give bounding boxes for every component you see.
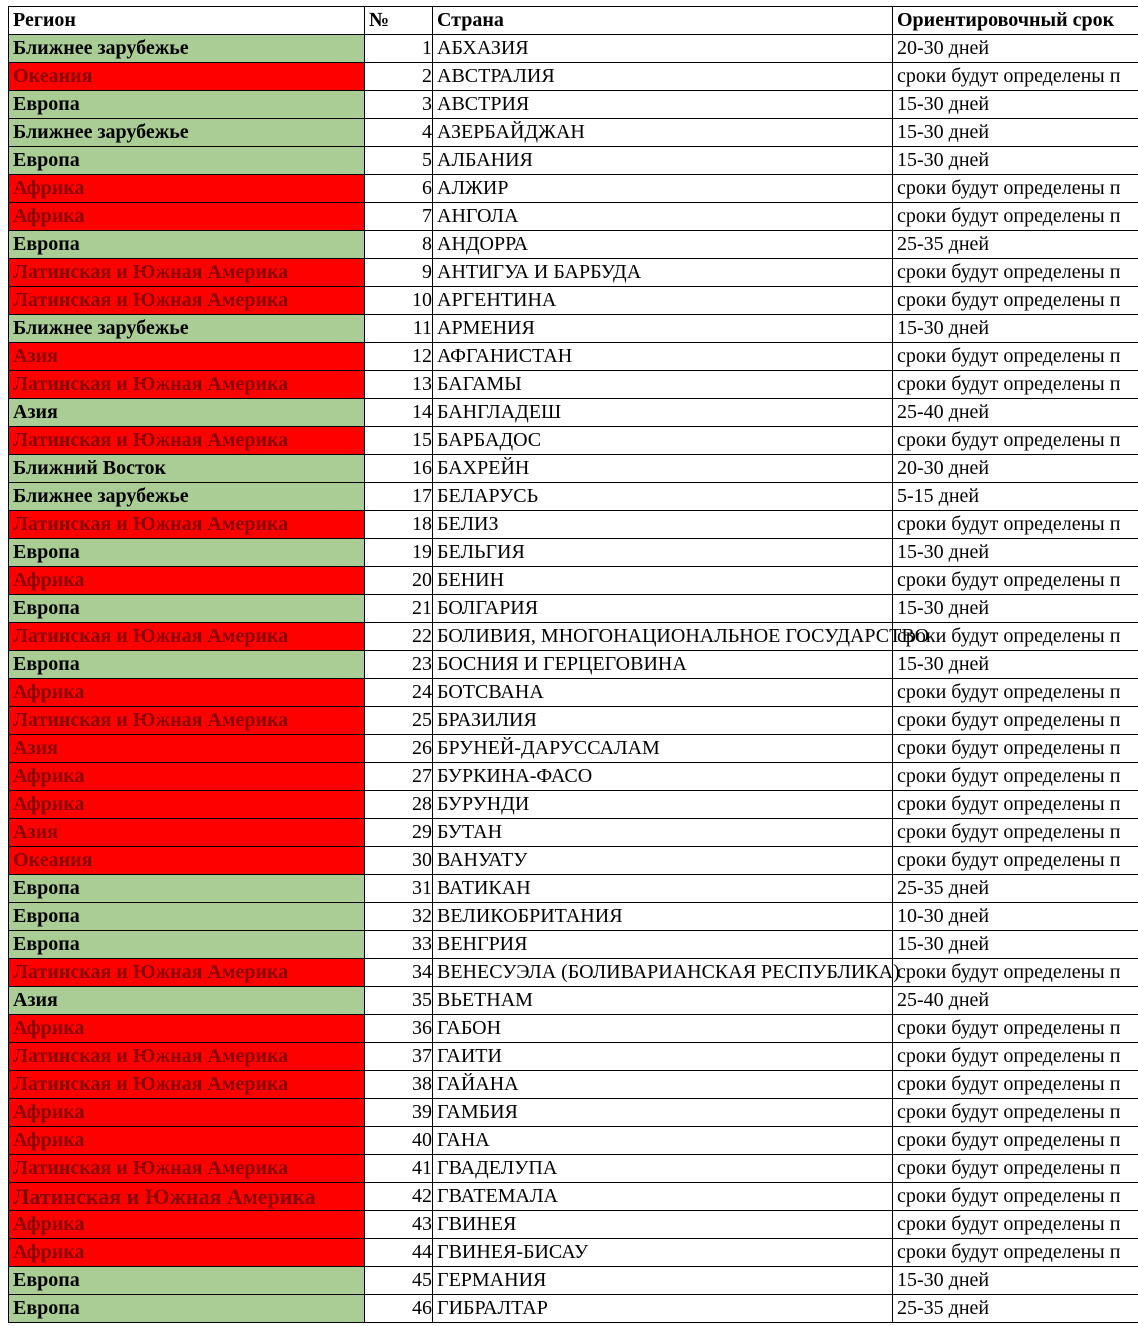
term-cell[interactable]: сроки будут определены п bbox=[893, 1155, 1138, 1183]
table-row bbox=[9, 539, 1138, 567]
term-cell[interactable]: 5-15 дней bbox=[893, 483, 1138, 511]
header-row bbox=[9, 7, 1138, 35]
region-cell[interactable]: Ближнее зарубежье bbox=[9, 119, 365, 147]
number-cell[interactable]: 4 bbox=[365, 119, 433, 147]
number-cell[interactable]: 23 bbox=[365, 651, 433, 679]
number-cell[interactable]: 31 bbox=[365, 875, 433, 903]
country-cell[interactable]: ГВИНЕЯ-БИСАУ bbox=[433, 1239, 893, 1267]
table-row bbox=[9, 1071, 1138, 1099]
number-cell[interactable]: 29 bbox=[365, 819, 433, 847]
term-cell[interactable]: 15-30 дней bbox=[893, 651, 1138, 679]
region-cell[interactable]: Африка bbox=[9, 679, 365, 707]
region-cell[interactable]: Океания bbox=[9, 63, 365, 91]
region-cell[interactable]: Латинская и Южная Америка bbox=[9, 259, 365, 287]
term-cell[interactable]: сроки будут определены п bbox=[893, 819, 1138, 847]
region-cell[interactable]: Азия bbox=[9, 343, 365, 371]
number-cell[interactable]: 18 bbox=[365, 511, 433, 539]
country-cell[interactable]: БАНГЛАДЕШ bbox=[433, 399, 893, 427]
term-cell[interactable]: 10-30 дней bbox=[893, 903, 1138, 931]
table-row bbox=[9, 763, 1138, 791]
table-row bbox=[9, 427, 1138, 455]
term-cell[interactable]: 15-30 дней bbox=[893, 595, 1138, 623]
table-row bbox=[9, 203, 1138, 231]
region-cell[interactable]: Европа bbox=[9, 539, 365, 567]
region-cell[interactable]: Азия bbox=[9, 987, 365, 1015]
term-cell[interactable]: сроки будут определены п bbox=[893, 791, 1138, 819]
country-cell[interactable]: АВСТРИЯ bbox=[433, 91, 893, 119]
region-cell[interactable]: Ближнее зарубежье bbox=[9, 483, 365, 511]
term-cell[interactable]: 15-30 дней bbox=[893, 147, 1138, 175]
table-row bbox=[9, 511, 1138, 539]
number-cell[interactable]: 37 bbox=[365, 1043, 433, 1071]
country-cell[interactable]: ВАТИКАН bbox=[433, 875, 893, 903]
table-row bbox=[9, 1183, 1138, 1211]
number-cell[interactable]: 30 bbox=[365, 847, 433, 875]
table-row bbox=[9, 1155, 1138, 1183]
region-cell[interactable]: Европа bbox=[9, 1295, 365, 1323]
table-row bbox=[9, 791, 1138, 819]
country-cell[interactable]: ВЕНЕСУЭЛА (БОЛИВАРИАНСКАЯ РЕСПУБЛИКА) bbox=[433, 959, 893, 987]
region-cell[interactable]: Ближний Восток bbox=[9, 455, 365, 483]
table-row bbox=[9, 819, 1138, 847]
region-cell[interactable]: Африка bbox=[9, 1239, 365, 1267]
number-cell[interactable]: 27 bbox=[365, 763, 433, 791]
country-cell[interactable]: БРАЗИЛИЯ bbox=[433, 707, 893, 735]
table-row bbox=[9, 595, 1138, 623]
country-cell[interactable]: ГВАТЕМАЛА bbox=[433, 1183, 893, 1211]
table-row bbox=[9, 63, 1138, 91]
table-row bbox=[9, 343, 1138, 371]
country-cell[interactable]: БАХРЕЙН bbox=[433, 455, 893, 483]
table-row bbox=[9, 119, 1138, 147]
table-row bbox=[9, 847, 1138, 875]
table-row bbox=[9, 623, 1138, 651]
region-cell[interactable]: Африка bbox=[9, 175, 365, 203]
region-cell[interactable]: Европа bbox=[9, 931, 365, 959]
country-cell[interactable]: БОЛИВИЯ, МНОГОНАЦИОНАЛЬНОЕ ГОСУДАРСТВО bbox=[433, 623, 893, 651]
term-cell[interactable]: 25-35 дней bbox=[893, 875, 1138, 903]
table-row bbox=[9, 1015, 1138, 1043]
country-cell[interactable]: БОСНИЯ И ГЕРЦЕГОВИНА bbox=[433, 651, 893, 679]
header-country[interactable]: Страна bbox=[433, 7, 893, 35]
table-row bbox=[9, 875, 1138, 903]
table-row bbox=[9, 1295, 1138, 1323]
table-row bbox=[9, 903, 1138, 931]
region-cell[interactable]: Африка bbox=[9, 791, 365, 819]
table-row bbox=[9, 735, 1138, 763]
term-cell[interactable]: сроки будут определены п bbox=[893, 763, 1138, 791]
country-cell[interactable]: БУРУНДИ bbox=[433, 791, 893, 819]
region-cell[interactable]: Азия bbox=[9, 819, 365, 847]
table-row bbox=[9, 315, 1138, 343]
country-cell[interactable]: ГАИТИ bbox=[433, 1043, 893, 1071]
region-cell[interactable]: Европа bbox=[9, 231, 365, 259]
term-cell[interactable]: сроки будут определены п bbox=[893, 427, 1138, 455]
table-row bbox=[9, 1239, 1138, 1267]
number-cell[interactable]: 11 bbox=[365, 315, 433, 343]
region-cell[interactable]: Европа bbox=[9, 595, 365, 623]
number-cell[interactable]: 13 bbox=[365, 371, 433, 399]
number-cell[interactable]: 20 bbox=[365, 567, 433, 595]
term-cell[interactable]: 20-30 дней bbox=[893, 35, 1138, 63]
table-row bbox=[9, 483, 1138, 511]
number-cell[interactable]: 41 bbox=[365, 1155, 433, 1183]
number-cell[interactable]: 43 bbox=[365, 1211, 433, 1239]
number-cell[interactable]: 40 bbox=[365, 1127, 433, 1155]
country-cell[interactable]: АЗЕРБАЙДЖАН bbox=[433, 119, 893, 147]
header-num[interactable]: № bbox=[365, 7, 433, 35]
number-cell[interactable]: 10 bbox=[365, 287, 433, 315]
table-row bbox=[9, 567, 1138, 595]
country-cell[interactable]: АВСТРАЛИЯ bbox=[433, 63, 893, 91]
country-cell[interactable]: БАГАМЫ bbox=[433, 371, 893, 399]
country-cell[interactable]: БЕНИН bbox=[433, 567, 893, 595]
country-cell[interactable]: БОТСВАНА bbox=[433, 679, 893, 707]
country-cell[interactable]: БЕЛЬГИЯ bbox=[433, 539, 893, 567]
region-cell[interactable]: Европа bbox=[9, 91, 365, 119]
region-cell[interactable]: Латинская и Южная Америка bbox=[9, 371, 365, 399]
country-cell[interactable]: ГАБОН bbox=[433, 1015, 893, 1043]
country-cell[interactable]: ВЕЛИКОБРИТАНИЯ bbox=[433, 903, 893, 931]
region-cell[interactable]: Африка bbox=[9, 763, 365, 791]
table-row bbox=[9, 175, 1138, 203]
number-cell[interactable]: 42 bbox=[365, 1183, 433, 1211]
term-cell[interactable]: сроки будут определены п bbox=[893, 1183, 1138, 1211]
header-term[interactable]: Ориентировочный срок bbox=[893, 7, 1138, 35]
table-row bbox=[9, 931, 1138, 959]
number-cell[interactable]: 5 bbox=[365, 147, 433, 175]
term-cell[interactable]: сроки будут определены п bbox=[893, 1071, 1138, 1099]
country-cell[interactable]: АНТИГУА И БАРБУДА bbox=[433, 259, 893, 287]
term-cell[interactable]: 20-30 дней bbox=[893, 455, 1138, 483]
region-cell[interactable]: Азия bbox=[9, 735, 365, 763]
region-cell[interactable]: Латинская и Южная Америка bbox=[9, 959, 365, 987]
table-row bbox=[9, 987, 1138, 1015]
table-row bbox=[9, 259, 1138, 287]
region-cell[interactable]: Европа bbox=[9, 903, 365, 931]
number-cell[interactable]: 2 bbox=[365, 63, 433, 91]
table-row bbox=[9, 231, 1138, 259]
country-cell[interactable]: БОЛГАРИЯ bbox=[433, 595, 893, 623]
term-cell[interactable]: сроки будут определены п bbox=[893, 175, 1138, 203]
term-cell[interactable]: 15-30 дней bbox=[893, 1267, 1138, 1295]
country-cell[interactable]: БУРКИНА-ФАСО bbox=[433, 763, 893, 791]
table-body bbox=[9, 35, 1138, 1323]
number-cell[interactable]: 14 bbox=[365, 399, 433, 427]
country-cell[interactable]: ГАЙАНА bbox=[433, 1071, 893, 1099]
term-cell[interactable]: сроки будут определены п bbox=[893, 371, 1138, 399]
country-cell[interactable]: АБХАЗИЯ bbox=[433, 35, 893, 63]
number-cell[interactable]: 44 bbox=[365, 1239, 433, 1267]
region-cell[interactable]: Латинская и Южная Америка bbox=[9, 287, 365, 315]
number-cell[interactable]: 33 bbox=[365, 931, 433, 959]
term-cell[interactable]: 15-30 дней bbox=[893, 931, 1138, 959]
table-row bbox=[9, 1099, 1138, 1127]
table-row bbox=[9, 35, 1138, 63]
country-cell[interactable]: БАРБАДОС bbox=[433, 427, 893, 455]
term-cell[interactable]: сроки будут определены п bbox=[893, 847, 1138, 875]
region-cell[interactable]: Латинская и Южная Америка bbox=[9, 1043, 365, 1071]
number-cell[interactable]: 6 bbox=[365, 175, 433, 203]
region-cell[interactable]: Африка bbox=[9, 203, 365, 231]
number-cell[interactable]: 16 bbox=[365, 455, 433, 483]
table-row bbox=[9, 651, 1138, 679]
term-cell[interactable]: 15-30 дней bbox=[893, 539, 1138, 567]
country-cell[interactable]: БРУНЕЙ-ДАРУССАЛАМ bbox=[433, 735, 893, 763]
term-cell[interactable]: 25-35 дней bbox=[893, 1295, 1138, 1323]
term-cell[interactable]: сроки будут определены п bbox=[893, 287, 1138, 315]
region-cell[interactable]: Африка bbox=[9, 1099, 365, 1127]
number-cell[interactable]: 32 bbox=[365, 903, 433, 931]
term-cell[interactable]: 15-30 дней bbox=[893, 91, 1138, 119]
country-cell[interactable]: ГИБРАЛТАР bbox=[433, 1295, 893, 1323]
region-cell[interactable]: Африка bbox=[9, 567, 365, 595]
region-cell[interactable]: Латинская и Южная Америка bbox=[9, 427, 365, 455]
region-cell[interactable]: Африка bbox=[9, 1015, 365, 1043]
term-cell[interactable]: 25-40 дней bbox=[893, 399, 1138, 427]
term-cell[interactable]: сроки будут определены п bbox=[893, 959, 1138, 987]
term-cell[interactable]: 15-30 дней bbox=[893, 315, 1138, 343]
header-region[interactable]: Регион bbox=[9, 7, 365, 35]
table-row bbox=[9, 287, 1138, 315]
number-cell[interactable]: 22 bbox=[365, 623, 433, 651]
country-cell[interactable]: БУТАН bbox=[433, 819, 893, 847]
term-cell[interactable]: сроки будут определены п bbox=[893, 1127, 1138, 1155]
number-cell[interactable]: 26 bbox=[365, 735, 433, 763]
number-cell[interactable]: 12 bbox=[365, 343, 433, 371]
region-cell[interactable]: Азия bbox=[9, 399, 365, 427]
country-cell[interactable]: АНДОРРА bbox=[433, 231, 893, 259]
country-cell[interactable]: ГАНА bbox=[433, 1127, 893, 1155]
countries-table bbox=[8, 6, 1138, 1323]
region-cell[interactable]: Европа bbox=[9, 651, 365, 679]
term-cell[interactable]: сроки будут определены п bbox=[893, 343, 1138, 371]
region-cell[interactable]: Латинская и Южная Америка bbox=[9, 623, 365, 651]
number-cell[interactable]: 25 bbox=[365, 707, 433, 735]
region-cell[interactable]: Ближнее зарубежье bbox=[9, 315, 365, 343]
country-cell[interactable]: БЕЛАРУСЬ bbox=[433, 483, 893, 511]
term-cell[interactable]: сроки будут определены п bbox=[893, 1099, 1138, 1127]
number-cell[interactable]: 39 bbox=[365, 1099, 433, 1127]
country-cell[interactable]: АФГАНИСТАН bbox=[433, 343, 893, 371]
country-cell[interactable]: АРГЕНТИНА bbox=[433, 287, 893, 315]
term-cell[interactable]: сроки будут определены п bbox=[893, 511, 1138, 539]
term-cell[interactable]: 25-35 дней bbox=[893, 231, 1138, 259]
term-cell[interactable]: сроки будут определены п bbox=[893, 1211, 1138, 1239]
number-cell[interactable]: 24 bbox=[365, 679, 433, 707]
country-cell[interactable]: БЕЛИЗ bbox=[433, 511, 893, 539]
number-cell[interactable]: 17 bbox=[365, 483, 433, 511]
number-cell[interactable]: 21 bbox=[365, 595, 433, 623]
country-cell[interactable]: АЛБАНИЯ bbox=[433, 147, 893, 175]
number-cell[interactable]: 28 bbox=[365, 791, 433, 819]
term-cell[interactable]: сроки будут определены п bbox=[893, 679, 1138, 707]
country-cell[interactable]: ГЕРМАНИЯ bbox=[433, 1267, 893, 1295]
country-cell[interactable]: АЛЖИР bbox=[433, 175, 893, 203]
table-row bbox=[9, 399, 1138, 427]
table-row bbox=[9, 1127, 1138, 1155]
number-cell[interactable]: 36 bbox=[365, 1015, 433, 1043]
term-cell[interactable]: 25-40 дней bbox=[893, 987, 1138, 1015]
table-row bbox=[9, 1267, 1138, 1295]
region-cell[interactable]: Латинская и Южная Америка bbox=[9, 707, 365, 735]
region-cell[interactable]: Европа bbox=[9, 147, 365, 175]
table-row bbox=[9, 959, 1138, 987]
term-cell[interactable]: 15-30 дней bbox=[893, 119, 1138, 147]
number-cell[interactable]: 7 bbox=[365, 203, 433, 231]
region-cell[interactable]: Океания bbox=[9, 847, 365, 875]
table-row bbox=[9, 147, 1138, 175]
term-cell[interactable]: сроки будут определены п bbox=[893, 203, 1138, 231]
region-cell[interactable]: Африка bbox=[9, 1211, 365, 1239]
country-cell[interactable]: ГВИНЕЯ bbox=[433, 1211, 893, 1239]
term-cell[interactable]: сроки будут определены п bbox=[893, 735, 1138, 763]
country-cell[interactable]: ВЕНГРИЯ bbox=[433, 931, 893, 959]
table-row bbox=[9, 707, 1138, 735]
number-cell[interactable]: 35 bbox=[365, 987, 433, 1015]
table-row bbox=[9, 1211, 1138, 1239]
table-row bbox=[9, 1043, 1138, 1071]
term-cell[interactable]: сроки будут определены п bbox=[893, 1015, 1138, 1043]
country-cell[interactable]: ВАНУАТУ bbox=[433, 847, 893, 875]
number-cell[interactable]: 1 bbox=[365, 35, 433, 63]
country-cell[interactable]: ГВАДЕЛУПА bbox=[433, 1155, 893, 1183]
number-cell[interactable]: 9 bbox=[365, 259, 433, 287]
term-cell[interactable]: сроки будут определены п bbox=[893, 63, 1138, 91]
number-cell[interactable]: 45 bbox=[365, 1267, 433, 1295]
number-cell[interactable]: 15 bbox=[365, 427, 433, 455]
table-row bbox=[9, 91, 1138, 119]
number-cell[interactable]: 34 bbox=[365, 959, 433, 987]
number-cell[interactable]: 46 bbox=[365, 1295, 433, 1323]
number-cell[interactable]: 19 bbox=[365, 539, 433, 567]
region-cell[interactable]: Латинская и Южная Америка bbox=[9, 1183, 365, 1211]
country-cell[interactable]: ГАМБИЯ bbox=[433, 1099, 893, 1127]
country-cell[interactable]: АНГОЛА bbox=[433, 203, 893, 231]
region-cell[interactable]: Латинская и Южная Америка bbox=[9, 1155, 365, 1183]
region-cell[interactable]: Европа bbox=[9, 875, 365, 903]
table-row bbox=[9, 679, 1138, 707]
number-cell[interactable]: 38 bbox=[365, 1071, 433, 1099]
country-cell[interactable]: ВЬЕТНАМ bbox=[433, 987, 893, 1015]
country-cell[interactable]: АРМЕНИЯ bbox=[433, 315, 893, 343]
term-cell[interactable]: сроки будут определены п bbox=[893, 1239, 1138, 1267]
region-cell[interactable]: Латинская и Южная Америка bbox=[9, 511, 365, 539]
region-cell[interactable]: Европа bbox=[9, 1267, 365, 1295]
term-cell[interactable]: сроки будут определены п bbox=[893, 1043, 1138, 1071]
table-row bbox=[9, 455, 1138, 483]
region-cell[interactable]: Латинская и Южная Америка bbox=[9, 1071, 365, 1099]
term-cell[interactable]: сроки будут определены п bbox=[893, 259, 1138, 287]
term-cell[interactable]: сроки будут определены п bbox=[893, 707, 1138, 735]
number-cell[interactable]: 8 bbox=[365, 231, 433, 259]
term-cell[interactable]: сроки будут определены п bbox=[893, 567, 1138, 595]
table-row bbox=[9, 371, 1138, 399]
number-cell[interactable]: 3 bbox=[365, 91, 433, 119]
term-cell[interactable]: сроки будут определены п bbox=[893, 623, 1138, 651]
region-cell[interactable]: Ближнее зарубежье bbox=[9, 35, 365, 63]
region-cell[interactable]: Африка bbox=[9, 1127, 365, 1155]
